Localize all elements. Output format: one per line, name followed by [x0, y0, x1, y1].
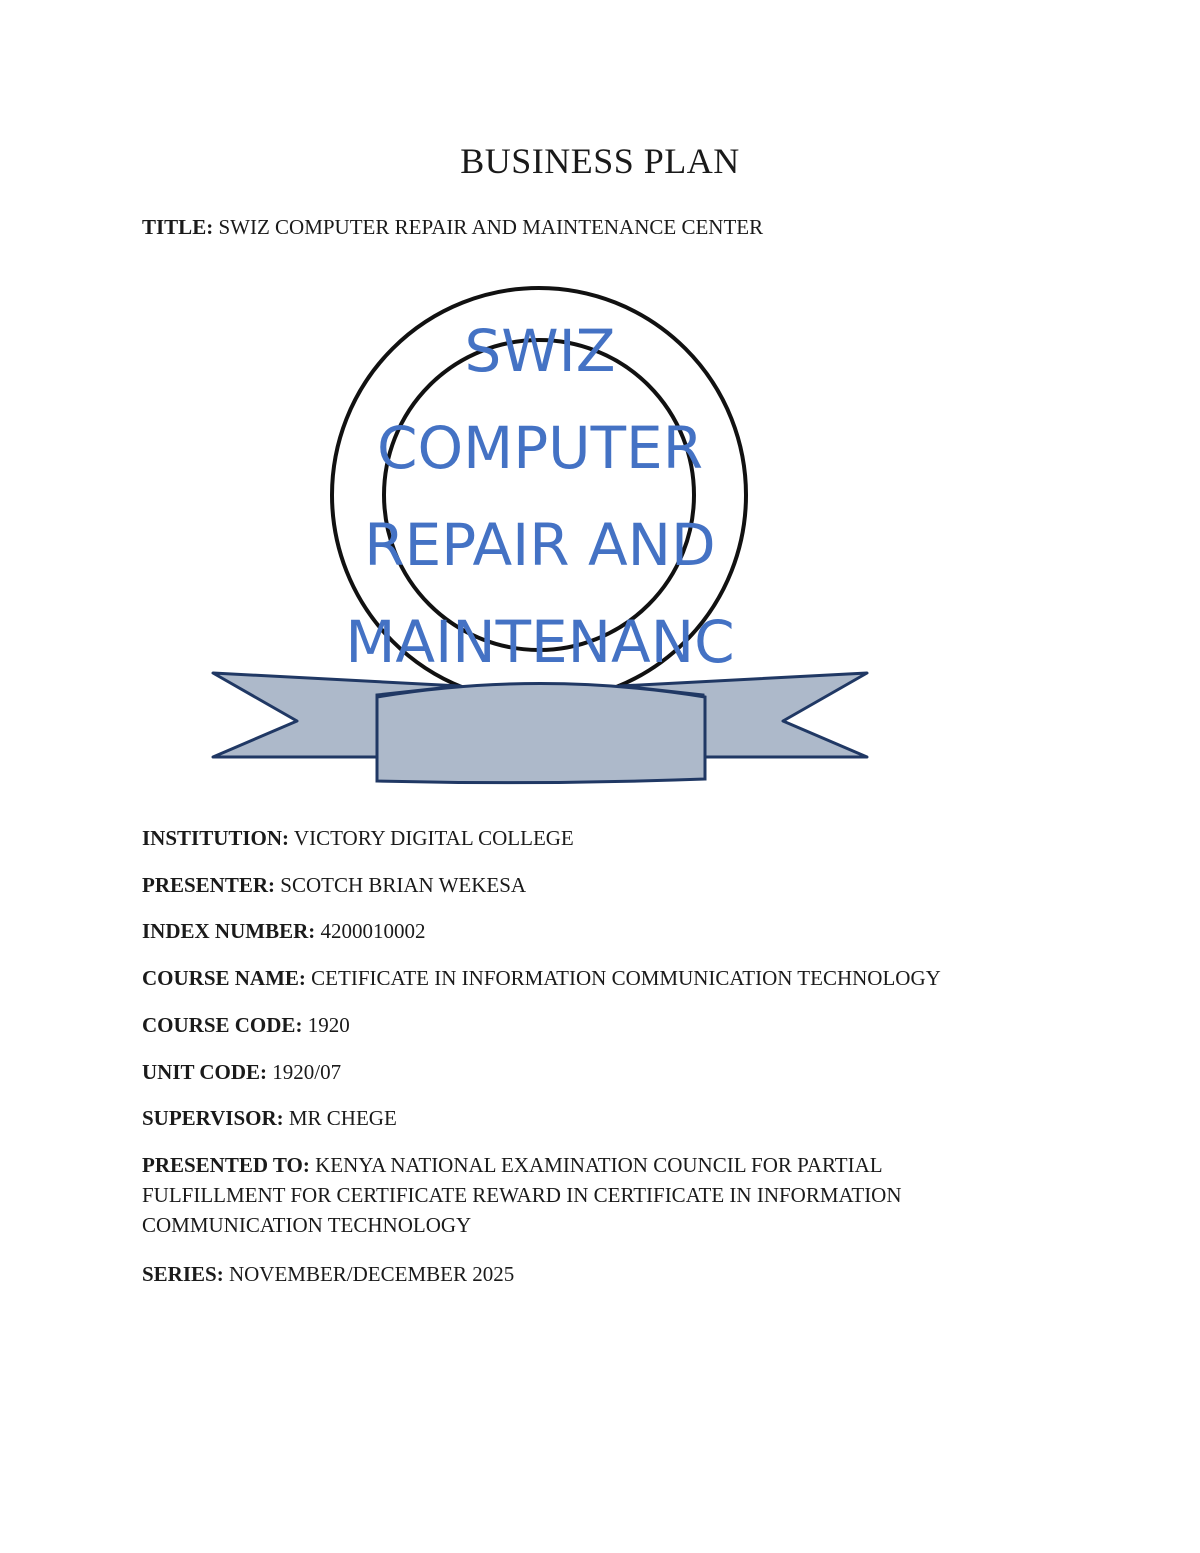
unit-code-value: 1920/07 [272, 1060, 342, 1084]
presenter-value: SCOTCH BRIAN WEKESA [280, 873, 527, 897]
unit-code-label: UNIT CODE: [142, 1060, 268, 1084]
course-code-line [142, 1010, 350, 1040]
supervisor-line [142, 1103, 397, 1133]
presented-to-label: PRESENTED TO: [142, 1153, 310, 1177]
supervisor-value: MR CHEGE [288, 1106, 397, 1130]
course-code-value: 1920 [307, 1013, 350, 1037]
logo-line-3: REPAIR AND [364, 511, 716, 579]
ribbon-center-band [377, 684, 705, 783]
course-name-label: COURSE NAME: [142, 966, 306, 990]
course-code-label: COURSE CODE: [142, 1013, 303, 1037]
series-value: NOVEMBER/DECEMBER 2025 [228, 1262, 515, 1286]
institution-value: VICTORY DIGITAL COLLEGE [293, 826, 574, 850]
presented-to-paragraph [142, 1150, 1022, 1240]
logo-line-1: SWIZ [464, 317, 616, 385]
title-label: TITLE: [142, 215, 214, 239]
title-line [142, 212, 763, 242]
index-number-line [142, 916, 426, 946]
logo-outer-circle [332, 288, 746, 702]
series-line [142, 1259, 514, 1289]
course-name-line [142, 963, 941, 993]
index-number-label: INDEX NUMBER: [142, 919, 316, 943]
presented-to-value: KENYA NATIONAL EXAMINATION COUNCIL FOR PARTIAL FULFILLMENT FOR CERTIFICATE REWARD IN CERTIFICATE IN INFORMATION COMMUNICATION TECHNOLOGY [142, 1153, 902, 1237]
course-name-value: CETIFICATE IN INFORMATION COMMUNICATION TECHNOLOGY [311, 966, 941, 990]
institution-label: INSTITUTION: [142, 826, 290, 850]
document-heading: BUSINESS PLAN [460, 141, 740, 181]
index-number-value: 4200010002 [320, 919, 426, 943]
series-label: SERIES: [142, 1262, 224, 1286]
presenter-label: PRESENTER: [142, 873, 276, 897]
logo-graphic [205, 285, 875, 795]
logo-line-2: COMPUTER [377, 414, 703, 482]
unit-code-line [142, 1057, 341, 1087]
supervisor-label: SUPERVISOR: [142, 1106, 284, 1130]
presenter-line [142, 870, 526, 900]
logo-line-4: MAINTENANC [345, 608, 735, 676]
institution-line [142, 823, 574, 853]
title-value: SWIZ COMPUTER REPAIR AND MAINTENANCE CENTER [218, 215, 764, 239]
business-logo [205, 285, 875, 795]
